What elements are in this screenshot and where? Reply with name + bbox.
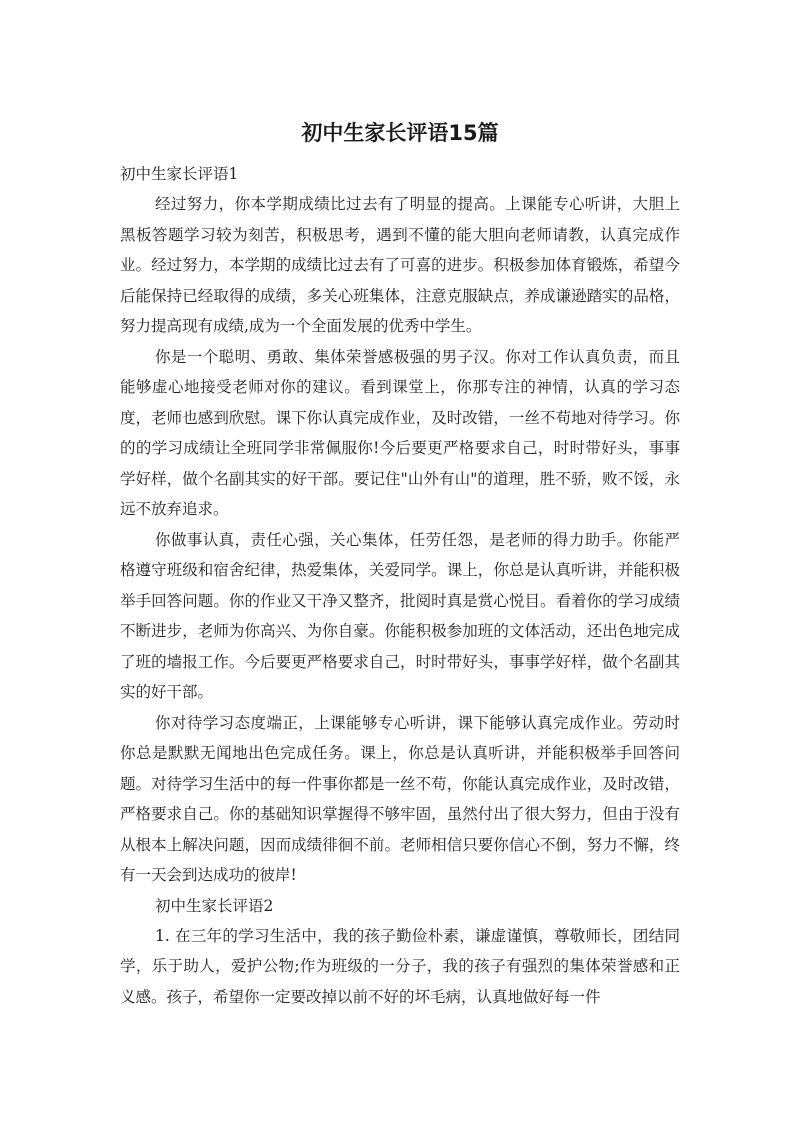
- paragraph: 你对待学习态度端正，上课能够专心听讲，课下能够认真完成作业。劳动时你总是默默无闻地出色完成任务。课上，你总是认真听讲，并能积极举手回答问题。对待学习生活中的每一件事你都是一丝不苟，你能认真完成作业，及时改错，严格要求自己。你的基础知识掌握得不够牢固，虽然付出了很大努力，但由于没有从根本上解决问题，因而成绩徘徊不前。老师相信只要你信心不倒，努力不懈，终有一天会到达成功的彼岸!: [120, 713, 680, 884]
- document-body: [120, 159, 680, 1012]
- paragraph: 1. 在三年的学习生活中，我的孩子勤俭朴素，谦虚谨慎，尊敬师长，团结同学，乐于助人，爱护公物;作为班级的一分子，我的孩子有强烈的集体荣誉感和正义感。孩子，希望你一定要改掉以前不好的坏毛病，认真地做好每一件: [120, 926, 680, 1006]
- paragraph: 经过努力，你本学期成绩比过去有了明显的提高。上课能专心听讲，大胆上黑板答题学习较为刻苦，积极思考，遇到不懂的能大胆向老师请教，认真完成作业。经过努力，本学期的成绩比过去有了可喜的进步。积极参加体育锻炼，希望今后能保持已经取得的成绩，多关心班集体，注意克服缺点，养成谦逊踏实的品格，努力提高现有成绩,成为一个全面发展的优秀中学生。: [120, 195, 680, 335]
- section-2: [120, 891, 680, 1013]
- section-heading: 初中生家长评语2: [155, 896, 274, 915]
- paragraph: 你做事认真，责任心强，关心集体，任劳任怨，是老师的得力助手。你能严格遵守班级和宿舍纪律，热爱集体，关爱同学。课上，你总是认真听讲，并能积极举手回答问题。你的作业又干净又整齐，批阅时真是赏心悦目。看着你的学习成绩不断进步，老师为你高兴、为你自豪。你能积极参加班的文体活动，还出色地完成了班的墙报工作。今后要更严格要求自己，时时带好头，事事学好样，做个名副其实的好干部。: [120, 530, 680, 701]
- section-heading: 初中生家长评语1: [120, 165, 239, 183]
- paragraph: 你是一个聪明、勇敢、集体荣誉感极强的男子汉。你对工作认真负责，而且能够虚心地接受老师对你的建议。看到课堂上，你那专注的神情，认真的学习态度，老师也感到欣慰。课下你认真完成作业，及时改错，一丝不苟地对待学习。你的的学习成绩让全班同学非常佩服你!今后要更严格要求自己，时时带好头，事事学好样，做个名副其实的好干部。要记住"山外有山"的道理，胜不骄，败不馁，永远不放弃追求。: [120, 347, 680, 518]
- document-title: 初中生家长评语15篇: [301, 121, 499, 145]
- section-1: [120, 159, 680, 891]
